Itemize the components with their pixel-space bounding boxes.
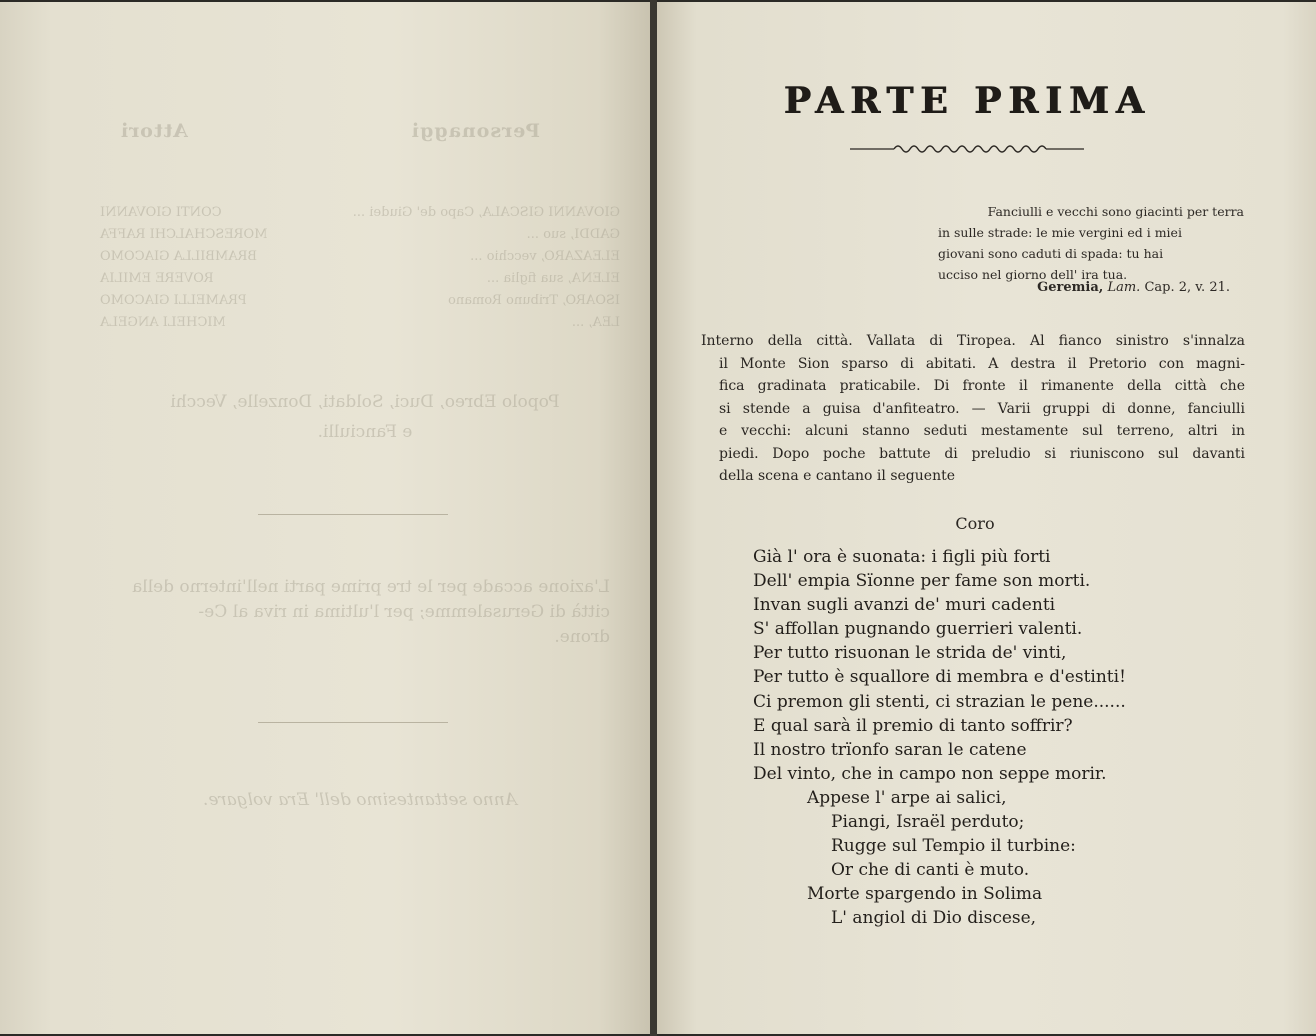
left-page (0, 2, 650, 1034)
bleed-cast-row (100, 224, 620, 246)
cast-actor: CONTI GIOVANNI (100, 205, 222, 220)
poem-line: S' affollan pugnando guerrieri valenti. (753, 619, 1083, 640)
epigraph-line: in sulle strade: le mie vergini ed i miei (938, 225, 1182, 240)
poem-line: Per tutto è squallore di membra e d'estinti! (753, 667, 1126, 688)
poem-line: Or che di canti è muto. (831, 860, 1030, 881)
bleed-header-right: Attori (120, 120, 188, 142)
bleed-chorus-line: e Fanciulli. (317, 422, 413, 442)
epigraph-author: Geremia, (1037, 280, 1104, 295)
poem-line: Piangi, Israël perduto; (831, 812, 1025, 833)
bleed-cast-row (100, 246, 620, 268)
bleed-header-left: Personaggi (410, 120, 540, 142)
poem-line: Dell' empia Sïonne per fame son morti. (753, 571, 1091, 592)
bleed-epoch: Anno settantesimo dell' Era volgare. (203, 790, 518, 810)
epigraph-line: ucciso nel giorno dell' ira tua. (938, 267, 1128, 282)
cast-actor: MICHELI ANGELA (100, 315, 226, 330)
bleed-cast-row (100, 202, 620, 224)
cast-actor: MORESCHALCHI RAFFA (100, 227, 268, 242)
bleed-chorus (110, 387, 620, 447)
epigraph-source (1010, 280, 1230, 295)
poem-line: Già l' ora è suonata: i figli più forti (753, 547, 1051, 567)
scene-line: il Monte Sion sparso di abitati. A destra il Pretorio con magni- (719, 355, 1245, 372)
scene-line: Interno della città. Vallata di Tiropea. Al fianco sinistro s'innalza (701, 333, 1245, 349)
cast-role: ISOARO, Tribuno Romano (448, 293, 620, 308)
bleed-cast-list (100, 202, 620, 334)
epigraph-work: Lam. (1107, 280, 1141, 295)
divider-rule (258, 722, 448, 723)
cast-role: ELENA, sua figlia ... (486, 271, 620, 286)
epigraph-line: Fanciulli e vecchi sono giacinti per terra (987, 204, 1244, 219)
bleed-cast-row (100, 268, 620, 290)
scene-line: della scena e cantano il seguente (719, 468, 955, 484)
epigraph-ref: Cap. 2, v. 21. (1144, 280, 1230, 295)
poem-line: Invan sugli avanzi de' muri cadenti (753, 595, 1056, 616)
bleed-scene-line: città di Gerusalemme; per l'ultima in riva al Ce- (198, 602, 610, 622)
poem-line: Ci premon gli stenti, ci strazian le pene...... (753, 691, 1126, 712)
chorus-poem (753, 545, 1223, 931)
bleed-header (120, 120, 540, 142)
scene-description (701, 330, 1245, 488)
ornament-divider-icon (850, 143, 1084, 155)
bleed-scene-line: L'azione accade per le tre prime parti nell'interno della (132, 577, 610, 597)
bleed-chorus-line: Popolo Ebreo, Duci, Soldati, Donzelle, Vecchi (170, 392, 560, 412)
bleed-scene-line: drone. (554, 627, 610, 647)
cast-role: LEA, ... (571, 315, 620, 330)
bleed-cast-row (100, 290, 620, 312)
poem-line: Morte spargendo in Solima (807, 884, 1043, 905)
poem-line: Del vinto, che in campo non seppe morir. (753, 763, 1107, 784)
cast-role: ELEAZARO, vecchio ... (470, 249, 620, 264)
cast-actor: ROVERE EMILIA (100, 271, 214, 286)
poem-line: L' angiol di Dio discese, (831, 908, 1037, 929)
coro-heading: Coro (955, 514, 995, 533)
scene-line: piedi. Dopo poche battute di preludio si riuniscono sul davanti (719, 445, 1245, 462)
cast-actor: PRAMELLI GIACOMO (100, 293, 247, 308)
scene-line: si stende a guisa d'anfiteatro. — Varii gruppi di donne, fanciulli (719, 400, 1245, 417)
divider-rule (258, 514, 448, 515)
poem-line: Rugge sul Tempio il turbine: (831, 836, 1076, 857)
book-gutter (650, 0, 657, 1036)
cast-role: GIOVANNI GISCALA, Capo de' Giudei ... (352, 205, 620, 220)
poem-line: Il nostro trïonfo saran le catene (753, 739, 1027, 760)
poem-line: E qual sarà il premio di tanto soffrir? (753, 715, 1073, 736)
cast-role: GADDI, suo ... (526, 227, 620, 242)
bleed-scene-note (70, 575, 610, 650)
page-title: PARTE PRIMA (783, 80, 1151, 122)
scene-line: fica gradinata praticabile. Di fronte il rimanente della città che (719, 378, 1245, 394)
poem-line: Appese l' arpe ai salici, (807, 787, 1007, 808)
epigraph-line: giovani sono caduti di spada: tu hai (938, 246, 1164, 261)
cast-actor: BRAMBILLA GIACOMO (100, 249, 257, 264)
bleed-cast-row (100, 312, 620, 334)
epigraph (938, 201, 1244, 285)
scene-line: e vecchi: alcuni stanno seduti mestamente sul terreno, altri in (719, 423, 1245, 439)
poem-line: Per tutto risuonan le strida de' vinti, (753, 643, 1067, 664)
